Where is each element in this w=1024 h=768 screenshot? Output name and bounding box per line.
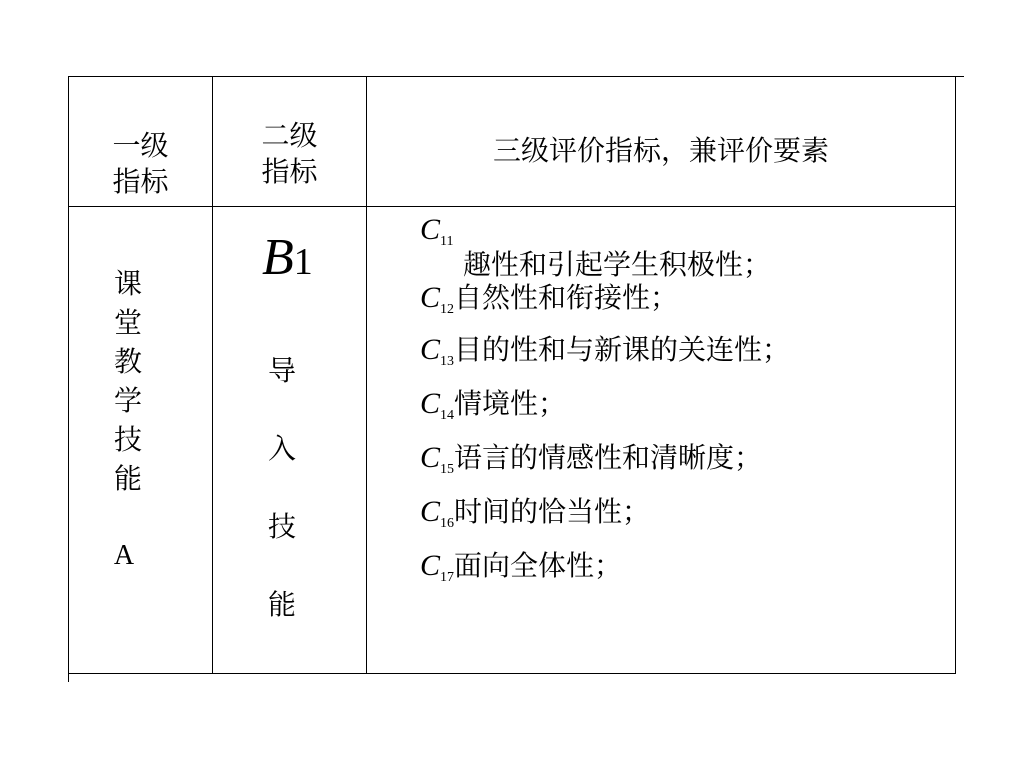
level1-char: 学 [113, 384, 142, 417]
criterion-subscript: 15 [440, 462, 455, 477]
header-level1: 一级 指标 [112, 129, 169, 198]
level1-code: A [113, 540, 135, 571]
level2-char: 技 [267, 510, 296, 543]
criterion-c15 [420, 436, 762, 476]
level2-char: 能 [267, 588, 296, 621]
criterion-text: 语言的情感性和清晰度； [454, 441, 763, 474]
criterion-symbol: C [420, 333, 441, 366]
table-border-bottom [68, 673, 956, 674]
criterion-text: 目的性和与新课的关连性； [454, 333, 791, 366]
criterion-c12 [420, 276, 678, 316]
criterion-symbol: C [420, 387, 441, 420]
criterion-subscript: 14 [440, 408, 455, 423]
header-level2: 二级 指标 [261, 119, 318, 188]
criterion-c13 [420, 328, 790, 368]
level2-symbol-subscript: 1 [293, 241, 313, 283]
level1-char: 能 [113, 462, 142, 495]
criterion-subscript: 17 [440, 570, 455, 585]
criterion-symbol: C [420, 549, 441, 582]
criterion-c16 [420, 490, 650, 530]
criterion-subscript: 16 [440, 516, 455, 531]
criterion-symbol: C [420, 441, 441, 474]
criterion-c17 [420, 544, 622, 584]
level2-symbol-letter: B [262, 229, 294, 286]
table-border-top [68, 76, 964, 77]
level1-char: 教 [113, 345, 142, 378]
header-level3: 三级评价指标，兼评价要素 [492, 134, 829, 167]
criterion-subscript: 13 [440, 354, 455, 369]
criterion-symbol: C [420, 495, 441, 528]
criterion-subscript: 11 [440, 234, 454, 249]
level2-name [258, 332, 306, 644]
level1-char: 堂 [113, 306, 142, 339]
criterion-c11-symbol [420, 213, 454, 247]
criterion-text: 情境性； [454, 387, 567, 420]
level2-symbol [262, 228, 313, 287]
criterion-c11-text: 趣性和引起学生积极性； [463, 248, 772, 281]
level1-char: 技 [113, 423, 142, 456]
criterion-symbol: C [420, 281, 441, 314]
criterion-c14 [420, 382, 566, 422]
level1-name [104, 264, 152, 498]
table-header-divider [68, 206, 956, 207]
level2-char: 导 [267, 354, 296, 387]
criterion-symbol: C [420, 213, 441, 246]
level1-char: 课 [113, 267, 142, 300]
criterion-text: 时间的恰当性； [454, 495, 651, 528]
criterion-subscript: 12 [440, 302, 455, 317]
criterion-text: 面向全体性； [454, 549, 623, 582]
table-border-right [955, 76, 956, 674]
level2-char: 入 [267, 432, 296, 465]
criterion-text: 自然性和衔接性； [454, 281, 679, 314]
